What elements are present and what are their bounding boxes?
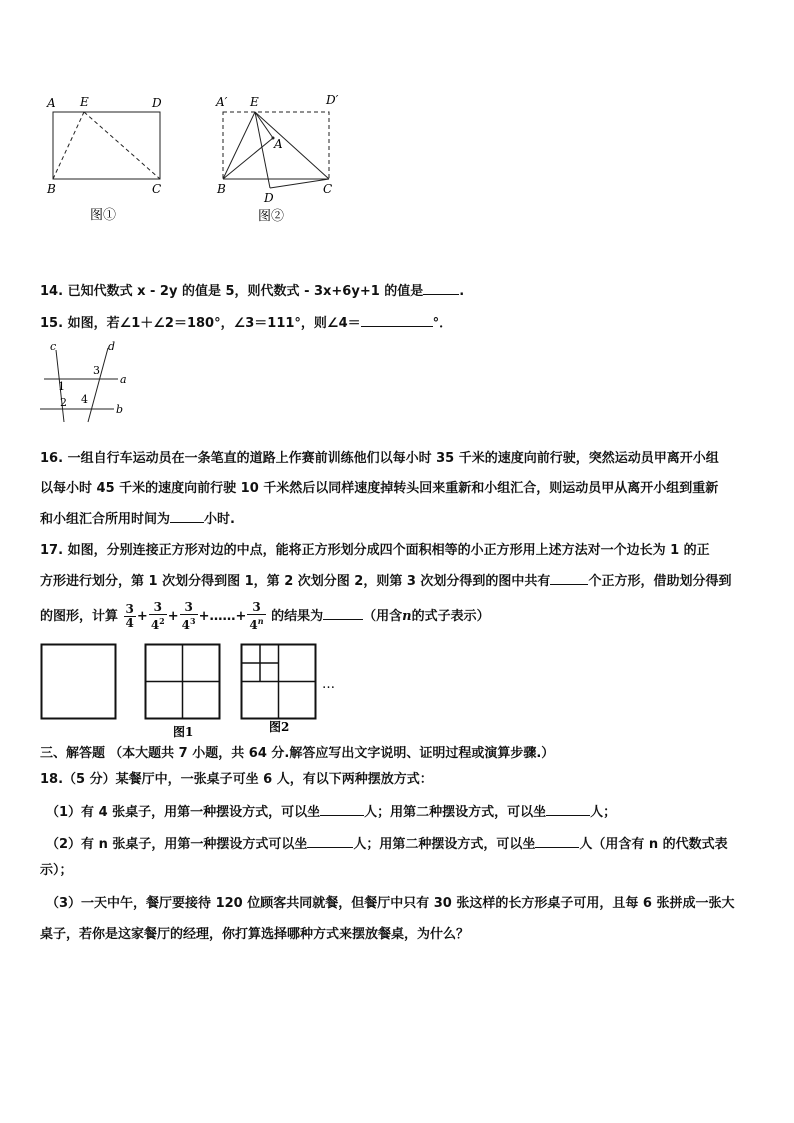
label-c: c	[50, 340, 57, 353]
fraction-term-2: $\frac{3}{4^2}$	[150, 600, 165, 632]
q18-p2-blank-2[interactable]	[535, 835, 579, 848]
q18-p3a: （3）一天中午，餐厅要接待 120 位顾客共同就餐，但餐厅中只有 30 张这样的长方形桌子可用，且每 6 张拼成一张大	[46, 896, 735, 911]
label-E2: E	[250, 95, 259, 109]
label-D: D	[152, 96, 162, 110]
q18-p2c: 人（用含有 n 的代数式表	[579, 837, 728, 852]
label-C: C	[152, 182, 162, 196]
dashed-line-ec	[84, 112, 160, 179]
angle-4: 4	[81, 393, 88, 406]
angle-3: 3	[93, 364, 100, 377]
q17-line1: 如图，分别连接正方形对边的中点，能将正方形划分成四个面积相等的小正方形用上述方法对一个边长为 1 的正	[67, 543, 710, 558]
q17-answer-blank-2[interactable]	[323, 607, 363, 620]
q15-end: °．	[432, 316, 453, 331]
dashed-line-be	[53, 112, 84, 179]
q17-line3d: 的式子表示）	[411, 609, 490, 624]
q18-p1-blank-1[interactable]	[320, 803, 364, 816]
section-3-heading	[40, 745, 554, 763]
question-18-part1	[46, 803, 616, 822]
figure-1-rectangle	[40, 92, 180, 224]
q16-line3b: 小时.	[204, 512, 235, 527]
line-d	[88, 348, 108, 422]
caption-q17-fig2: 图2	[269, 720, 290, 734]
q14-text: 已知代数式 x - 2y 的值是 5，则代数式 - 3x+6y+1 的值是	[67, 284, 424, 299]
fraction-term-1: $\frac{3}{4}$	[125, 602, 134, 630]
q16-line2: 以每小时 45 千米的速度向前行驶 10 千米然后以同样速度掉转头回来重新和小组汇合，则运动员甲从离开小组到重新	[40, 481, 719, 496]
label-D-prime: D′	[326, 93, 339, 107]
label-A: A	[47, 96, 56, 110]
fraction-term-3: $\frac{3}{4^3}$	[181, 600, 196, 632]
question-18-part2-cont	[40, 862, 73, 880]
square-original	[42, 645, 116, 719]
q16-line3a: 和小组汇合所用时间为	[40, 512, 171, 527]
caption-fig2: 图②	[258, 209, 285, 224]
var-n: n	[402, 609, 412, 624]
q15-parallel-lines-figure	[38, 340, 138, 424]
dots: ……	[209, 609, 236, 624]
question-17-line2	[40, 572, 731, 591]
q18-intro: （5 分）某餐厅中，一张桌子可坐 6 人，有以下两种摆放方式：	[63, 772, 433, 787]
q18-p1b: 人；用第二种摆设方式，可以坐	[364, 805, 547, 820]
q14-answer-blank[interactable]	[423, 282, 459, 295]
question-18-intro	[40, 771, 433, 789]
line-be	[223, 112, 255, 179]
caption-q17-fig1: 图1	[173, 725, 194, 739]
figure-2-folded-rectangle	[210, 90, 350, 226]
q18-number: 18.	[40, 772, 64, 787]
ellipsis: …	[322, 677, 335, 692]
q14-end: .	[459, 284, 465, 299]
question-16-line2	[40, 480, 718, 498]
question-16-line1	[40, 450, 719, 468]
line-ba	[223, 138, 273, 179]
question-18-part2	[46, 835, 728, 854]
q17-line3a: 的图形，计算	[40, 609, 119, 624]
q18-p1c: 人；	[590, 805, 617, 820]
label-d: d	[108, 340, 116, 353]
label-a: a	[120, 373, 127, 386]
line-dc	[270, 179, 329, 188]
question-14	[40, 282, 464, 301]
q16-line1: 一组自行车运动员在一条笔直的道路上作赛前训练他们以每小时 35 千米的速度向前行驶，突然运动员甲离开小组	[67, 451, 719, 466]
q17-line2b: 个正方形，借助划分得到	[588, 574, 732, 589]
label-B2: B	[217, 182, 226, 196]
q15-text: 如图，若∠1＋∠2＝180°，∠3＝111°，则∠4＝	[67, 316, 361, 331]
question-15	[40, 314, 452, 333]
label-C2: C	[323, 182, 333, 196]
plus-2: +	[167, 609, 179, 624]
section-3-title: 三、解答题	[40, 746, 106, 761]
label-A2: A	[274, 137, 283, 151]
q14-number: 14.	[40, 284, 64, 299]
plus-1: +	[136, 609, 148, 624]
q18-p1-blank-2[interactable]	[546, 803, 590, 816]
label-D2: D	[264, 191, 274, 205]
question-17-line3	[40, 600, 490, 634]
label-A-prime: A′	[216, 95, 228, 109]
question-18-part3-cont	[40, 926, 469, 944]
plus-3: +	[198, 609, 210, 624]
q17-line2a: 方形进行划分，第 1 次划分得到图 1，第 2 次划分图 2，则第 3 次划分得到的图中共有	[40, 574, 551, 589]
question-17-line1	[40, 542, 710, 560]
angle-2: 2	[60, 396, 67, 409]
q17-line3b: 的结果为	[271, 609, 324, 624]
q18-p2a: （2）有 n 张桌子，用第一种摆设方式可以坐	[46, 837, 308, 852]
angle-1: 1	[58, 380, 65, 393]
q18-p1a: （1）有 4 张桌子，用第一种摆设方式，可以坐	[46, 805, 321, 820]
q15-answer-blank[interactable]	[361, 314, 433, 327]
plus-4: +	[235, 609, 247, 624]
q18-p2-blank-1[interactable]	[307, 835, 353, 848]
question-18-part3	[46, 895, 734, 913]
q16-answer-blank[interactable]	[170, 510, 204, 523]
q18-p3b: 桌子，若你是这家餐厅的经理，你打算选择哪种方式来摆放餐桌，为什么？	[40, 927, 470, 942]
q17-number: 17.	[40, 543, 64, 558]
q15-number: 15.	[40, 316, 64, 331]
q18-p2d: 示）；	[40, 863, 73, 878]
q17-answer-blank-1[interactable]	[550, 572, 588, 585]
label-E: E	[80, 95, 89, 109]
fraction-term-n: $\frac{3}{4^n}$	[249, 600, 264, 632]
question-16-line3	[40, 510, 235, 529]
section-3-note: （本大题共 7 小题，共 64 分.解答应写出文字说明、证明过程或演算步骤.）	[109, 746, 555, 761]
q17-square-figures	[40, 642, 350, 740]
q17-line3c: （用含	[363, 609, 403, 624]
q16-number: 16.	[40, 451, 64, 466]
caption-fig1: 图①	[90, 208, 117, 223]
label-B: B	[47, 182, 56, 196]
label-b: b	[116, 403, 124, 416]
q18-p2b: 人；用第二种摆设方式，可以坐	[353, 837, 536, 852]
